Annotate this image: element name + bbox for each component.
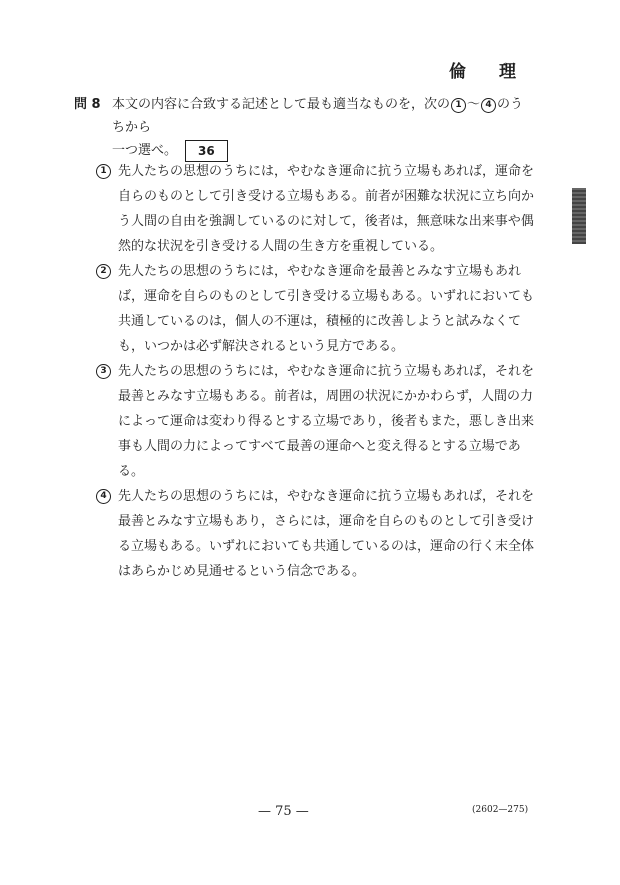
choice-2[interactable] — [96, 259, 536, 359]
subject-title: 倫 理 — [449, 62, 524, 82]
choice-number-marker: 4 — [96, 489, 111, 504]
question-instruction: 一つ選べ。 — [112, 143, 178, 158]
page-number: — 75 — — [258, 804, 309, 819]
choice-text: 先人たちの思想のうちには，やむなき運命に抗う立場もあれば，それを最善とみなす立場もある。前者は，周囲の状況にかかわらず，人間の力によって運命は変わり得るとする立場であり，後者もまた，悪しき出来事も人間の力によってすべて最善の運命へと変え得るとする立場である。 — [118, 364, 535, 479]
question-label: 問 8 — [74, 97, 101, 112]
choice-number-marker: 3 — [96, 364, 111, 379]
choice-number-marker: 2 — [96, 264, 111, 279]
question-8 — [74, 93, 534, 162]
answer-number-box: 36 — [185, 140, 228, 162]
choice-number-marker: 1 — [96, 164, 111, 179]
section-tab-marker — [572, 188, 586, 244]
choice-text: 先人たちの思想のうちには，やむなき運命を最善とみなす立場もあれば，運命を自らのものとして引き受ける立場もある。いずれにおいても共通しているのは，個人の不運は，積極的に改善しようと試みなくても，いつかは必ず解決されるという見方である。 — [118, 264, 535, 354]
question-text — [112, 93, 534, 139]
document-code: (2602—275) — [472, 805, 529, 815]
choice-1[interactable] — [96, 159, 536, 259]
question-text-after: のうちから — [112, 97, 524, 135]
choice-3[interactable] — [96, 359, 536, 484]
question-text-before: 本文の内容に合致する記述として最も適当なものを，次の — [112, 97, 451, 112]
range-start-marker: 1 — [451, 98, 466, 113]
choice-4[interactable] — [96, 484, 536, 584]
choice-list — [96, 159, 536, 584]
range-separator: ～ — [467, 97, 481, 112]
range-end-marker: 4 — [481, 98, 496, 113]
choice-text: 先人たちの思想のうちには，やむなき運命に抗う立場もあれば，それを最善とみなす立場もあり，さらには，運命を自らのものとして引き受ける立場もある。いずれにおいても共通しているのは，運命の行く末全体はあらかじめ見通せるという信念である。 — [118, 489, 535, 579]
choice-text: 先人たちの思想のうちには，やむなき運命に抗う立場もあれば，運命を自らのものとして引き受ける立場もある。前者が困難な状況に立ち向かう人間の自由を強調しているのに対して，後者は，無意味な出来事や偶然的な状況を引き受ける人間の生き方を重視している。 — [118, 164, 535, 254]
